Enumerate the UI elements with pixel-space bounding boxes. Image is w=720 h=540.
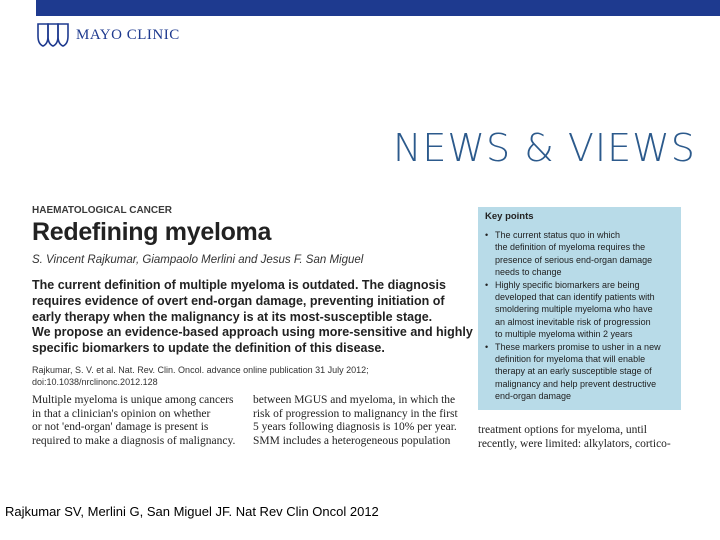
body-line: risk of progression to malignancy in the first	[253, 407, 458, 420]
abstract-line: requires evidence of overt end-organ damage, preventing initiation of	[32, 293, 445, 308]
key-points-list	[485, 229, 661, 403]
key-point-line: to multiple myeloma within 2 years	[495, 329, 633, 340]
key-point-line: definition for myeloma that will enable	[495, 354, 646, 365]
citation-line: Rajkumar, S. V. et al. Nat. Rev. Clin. Oncol. advance online publication 31 July 2012;	[32, 365, 369, 375]
key-point-line: an almost inevitable risk of progression	[495, 316, 651, 327]
key-point-item	[485, 341, 661, 403]
body-line: in that a clinician's opinion on whether	[32, 407, 211, 420]
key-point-line: presence of serious end-organ damage	[495, 254, 653, 265]
key-point-line: developed that can identify patients with	[495, 292, 655, 303]
key-point-line: needs to change	[495, 267, 562, 278]
body-line: between MGUS and myeloma, in which the	[253, 394, 456, 406]
top-brand-bar	[36, 0, 720, 16]
citation-doi: doi:10.1038/nrclinonc.2012.128	[32, 376, 158, 387]
abstract-line: We propose an evidence-based approach using more-sensitive and highly	[32, 325, 473, 340]
key-point-line: therapy at an early susceptible stage of	[495, 366, 652, 377]
article-citation	[32, 365, 369, 388]
key-point-line: end-organ damage	[495, 391, 572, 402]
key-point-line: the definition of myeloma requires the	[495, 242, 646, 253]
bullet-icon: •	[485, 341, 489, 352]
body-line: recently, were limited: alkylators, cortico-	[478, 437, 671, 450]
key-point-line: smoldering multiple myeloma who have	[495, 304, 653, 315]
key-points-box	[478, 207, 681, 410]
body-line: 5 years following diagnosis is 10% per year.	[253, 421, 457, 433]
body-line: or not 'end-organ' damage is present is	[32, 421, 209, 433]
body-column-2	[253, 394, 465, 456]
bullet-icon: •	[485, 230, 489, 240]
mayo-shields-icon	[36, 22, 70, 48]
abstract-line: early therapy when the malignancy is at its most-susceptible stage.	[32, 309, 433, 324]
bullet-icon: •	[485, 279, 489, 290]
article-authors: S. Vincent Rajkumar, Giampaolo Merlini and Jesus F. San Miguel	[32, 254, 364, 266]
body-column-1	[32, 394, 242, 456]
key-point-line: These markers promise to usher in a new	[495, 341, 661, 352]
key-point-line: malignancy and help prevent destructive	[495, 378, 657, 389]
body-line: required to make a diagnosis of malignancy.	[32, 434, 236, 447]
article-abstract	[32, 278, 473, 357]
news-views-heading: NEWS & VIEWS	[393, 126, 696, 170]
body-line: Multiple myeloma is unique among cancers	[32, 394, 234, 406]
key-point-line: Highly specific biomarkers are being	[495, 279, 640, 290]
abstract-line: specific biomarkers to update the definition of this disease.	[32, 341, 385, 356]
key-point-line: The current status quo in which	[495, 230, 621, 240]
key-point-item	[485, 279, 661, 341]
slide-caption: Rajkumar SV, Merlini G, San Miguel JF. Nat Rev Clin Oncol 2012	[5, 504, 379, 519]
key-points-title: Key points	[485, 211, 534, 222]
body-line: treatment options for myeloma, until	[478, 424, 647, 436]
body-column-3	[478, 424, 688, 456]
body-line: SMM includes a heterogeneous population	[253, 434, 451, 447]
brand-name: MAYO CLINIC	[76, 26, 180, 43]
abstract-line: The current definition of multiple myeloma is outdated. The diagnosis	[32, 278, 446, 292]
key-point-item	[485, 229, 661, 279]
mayo-clinic-logo	[36, 22, 180, 48]
article-title: Redefining myeloma	[32, 218, 272, 246]
section-label: HAEMATOLOGICAL CANCER	[32, 205, 172, 216]
